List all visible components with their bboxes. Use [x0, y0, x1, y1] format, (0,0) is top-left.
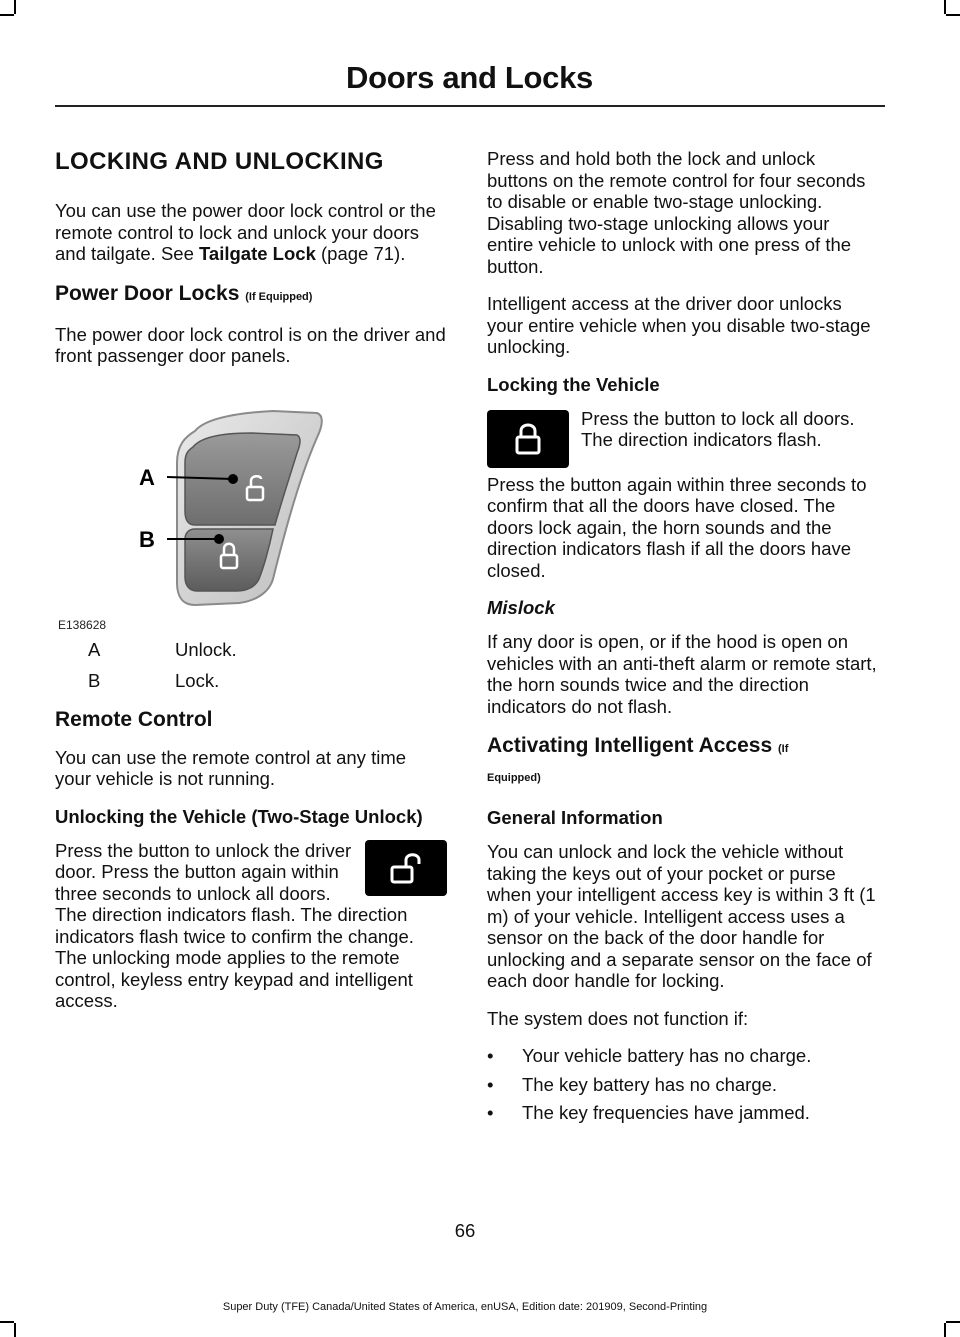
bullet: • — [487, 1102, 494, 1123]
figure-legend — [55, 635, 447, 697]
legend-value: Unlock. — [175, 639, 237, 660]
crop-mark — [0, 1321, 14, 1323]
two-stage-paragraph: Press and hold both the lock and unlock buttons on the remote control for four seconds to disable or enable two-stage unlocking. Disabling two-stage unlocking allows your entire vehicle to unlock with one press of the button. — [487, 148, 866, 277]
door-lock-switch-illustration — [55, 383, 447, 635]
right-column — [487, 148, 880, 1131]
crop-mark — [0, 14, 14, 16]
legend-row — [55, 635, 447, 666]
bullet: • — [487, 1045, 494, 1066]
left-column — [55, 148, 447, 1028]
legend-key: A — [88, 639, 101, 660]
tailgate-lock-link[interactable]: Tailgate Lock — [199, 243, 316, 264]
callout-a: A — [139, 464, 155, 490]
crop-mark — [14, 1323, 16, 1337]
if-note: (If — [777, 743, 789, 755]
intro-paragraph — [55, 200, 447, 265]
activating-heading — [487, 733, 880, 791]
list-item — [487, 1045, 880, 1067]
crop-mark — [14, 0, 16, 14]
remote-control-text: You can use the remote control at any time your vehicle is not running. — [55, 746, 407, 789]
power-door-locks-text: The power door lock control is on the driver and front passenger door panels. — [55, 323, 446, 366]
intro-page-ref: (page 71). — [315, 243, 406, 264]
legend-value: Lock. — [175, 670, 220, 691]
remote-control-heading: Remote Control — [55, 707, 213, 731]
page-header-title: Doors and Locks — [346, 60, 593, 95]
crop-mark — [946, 1321, 960, 1323]
footer-edition-text: Super Duty (TFE) Canada/United States of America, enUSA, Edition date: 201909, Second-Printing — [222, 1301, 708, 1313]
page-number: 66 — [454, 1220, 476, 1241]
unlocking-heading: Unlocking the Vehicle (Two-Stage Unlock) — [55, 805, 423, 827]
list-item — [487, 1074, 880, 1096]
locking-paragraph — [487, 408, 880, 474]
failure-list — [487, 1045, 880, 1124]
unlock-icon — [365, 840, 447, 896]
equipped-note: Equipped) — [487, 772, 541, 784]
door-lock-control-figure — [55, 383, 447, 635]
bullet: • — [487, 1073, 494, 1095]
lock-icon — [487, 410, 569, 468]
power-door-locks-heading — [55, 281, 447, 310]
header-divider — [55, 105, 885, 107]
mislock-heading: Mislock — [487, 597, 555, 618]
mislock-text: If any door is open, or if the hood is open on vehicles with an anti-theft alarm or remote start, the horn sounds twice and the direction indicators do not flash. — [487, 631, 877, 717]
figure-code: E138628 — [58, 617, 107, 632]
system-text: The system does not function if: — [487, 1007, 749, 1029]
general-info-text: You can unlock and lock the vehicle without taking the keys out of your pocket or purse when your intelligent access key is within 3 ft (1 m) of your vehicle. Intelligent access uses a sensor on the back of the door handle for unlocking and a separate sensor on the face of each door handle for locking. — [487, 841, 876, 991]
list-item-text: The key battery has no charge. — [522, 1073, 778, 1095]
legend-row — [55, 666, 447, 697]
crop-mark — [944, 0, 946, 14]
list-item-text: Your vehicle battery has no charge. — [522, 1045, 812, 1066]
callout-b: B — [139, 526, 155, 552]
confirm-lock-text: Press the button again within three seconds to confirm that all the doors have closed. The doors lock again, the horn sounds and the direction indicators flash if all the doors have closed. — [487, 473, 867, 581]
locking-text: Press the button to lock all doors. The direction indicators flash. — [581, 407, 855, 450]
crop-mark — [946, 14, 960, 16]
unlocking-text: Press the button to unlock the driver door. Press the button again within three seconds to unlock all doors. The direction indicators flash. The direction indicators flash twice to confirm the change. The unlocking mode applies to the remote control, keyless entry keypad and intelligent access. — [55, 839, 414, 1011]
locking-heading: Locking the Vehicle — [487, 373, 660, 395]
intro-text: You can use the power door lock control or the remote control to lock and unlock your doors and tailgate. See — [55, 200, 436, 264]
power-door-locks-title: Power Door Locks — [55, 281, 240, 305]
list-item — [487, 1102, 880, 1124]
list-item-text: The key frequencies have jammed. — [522, 1102, 810, 1123]
unlocking-paragraph — [55, 840, 447, 1028]
activating-title: Activating Intelligent Access — [487, 734, 773, 757]
section-heading: LOCKING AND UNLOCKING — [55, 148, 384, 175]
crop-mark — [944, 1323, 946, 1337]
legend-key: B — [88, 670, 101, 691]
intelligent-access-paragraph: Intelligent access at the driver door unlocks your entire vehicle when you disable two-stage unlocking. — [487, 293, 871, 357]
general-info-heading: General Information — [487, 807, 663, 828]
if-equipped-note: (If Equipped) — [245, 290, 313, 303]
